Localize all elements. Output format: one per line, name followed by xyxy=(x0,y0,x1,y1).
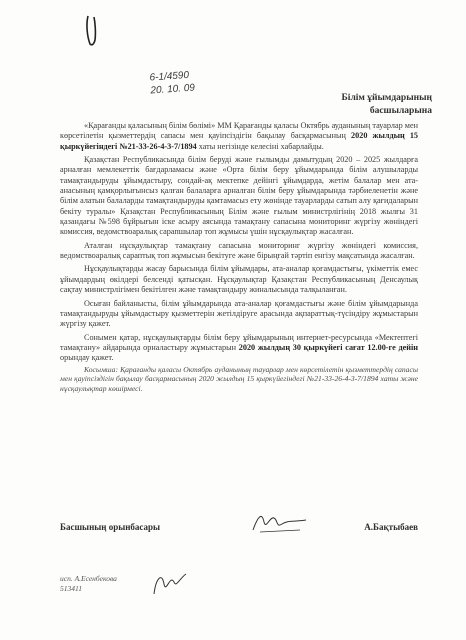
executor-signature xyxy=(150,568,190,598)
paragraph-intro: «Қарағанды қаласының білім бөлімі» ММ Қарағанды қаласы Октябрь ауданының тауарлар мен көрсетілетін қызметтердің сапасы мен қауіпсіздігін бақылау басқармасының 2020 жылдың 15 қыркүйегіндегі №21-33-26-4-3-7/1894 хаты негізінде келесіні хабарлайды. xyxy=(60,121,419,151)
paragraph-action: Осыған байланысты, білім ұйымдарында ата-аналар қоғамдастығы және білім ұйымдарында тамақтандыруды ұйымдастыру қызметтерін жетілдіруге арасында ақпараттық-түсіндіру жұмыстарын жүргізу қажет. xyxy=(60,298,418,329)
handwritten-corner-mark xyxy=(84,14,98,48)
letter-reference: 2020 жылдың 15 қыркүйегіндегі №21-33-26-4-3-7/1894 xyxy=(60,131,419,151)
paragraph-deadline: Сонымен қатар, нұсқаулықтарды білім беру ұйымдарының интернет-ресурсында «Мектептегі тамақтану» айдарында орналастыру жұмыстарын 2020 жылдың 30 қыркүйегі сағат 12.00-ге дейін орындау қажет. xyxy=(60,332,418,363)
addressee-line-2: басшыларына xyxy=(369,106,432,116)
registration-number: 6-1/4590 xyxy=(149,69,190,84)
executor-info xyxy=(60,574,117,594)
executor-phone: 513411 xyxy=(60,584,82,593)
executor-name: исп. А.Есенбекова xyxy=(60,574,117,583)
paragraph-program: Қазақстан Республикасында білім беруді және ғылымды дамытудың 2020 – 2025 жылдарға арналған мемлекеттік бағдарламасы және «Орта білім беру ұйымдарында білім алушыларды тамақтандыруды ұйымдастыру, сондай-ақ мектепке дейінгі ұйымдарда, жетім балалар мен ата-анасының қамқорлығынсыз қалған балаларға арналған білім беру ұйымдарында тәрбиеленетін және білім алатын балаларды тамақтандыруды қамтамасыз ету жөнінде тауарларды сатып алу қағидаларын бекіту туралы» Қазақстан Республикасының Білім және ғылым министрлігінің 2018 жылғы 31 қазандағы №598 бұйрығын іске асыру аясында тамақтану сапасына мониторинг жүргізу жөніндегі комиссия, ведомствоаралық сарапшылар топ жұмысы үшін нұсқаулықтар жасалған. xyxy=(60,155,418,237)
letter-body xyxy=(60,121,418,393)
signature-block xyxy=(60,516,418,546)
addressee xyxy=(342,92,432,118)
addressee-line-1: Білім ұйымдарының xyxy=(341,93,432,103)
signer-role: Басшының орынбасары xyxy=(60,522,161,532)
attachment-note: Косымша: Қарағанды қаласы Октябрь ауданының тауарлар мен көрсетілетін қызметтердің сапасы мен қауіпсіздігін бақылау басқармасының 2020 жылдың 15 қыркүйегіндегі №21-33-26-4-3-7/1894 хаты және нұсқаулықтар көшірмесі. xyxy=(60,364,418,393)
handwritten-signature xyxy=(250,508,310,536)
registration-date: 20. 10. 09 xyxy=(150,82,196,97)
registration-stamp xyxy=(149,68,195,97)
deadline: 2020 жылдың 30 қыркүйегі сағат 12.00-ге дейін xyxy=(238,342,418,352)
paragraph-purpose: Аталған нұсқаулықтар тамақтану сапасына мониторинг жүргізу жөніндегі комиссия, ведомствоаралық сараптық топ жұмысын бекітуге және бірыңғай тәртіп енгізу мақсатында жасалған. xyxy=(60,240,418,261)
signer-name: А.Бақтыбаев xyxy=(364,522,418,532)
paragraph-participants: Нұсқаулықтарды жасау барысында білім ұйымдары, ата-аналар қоғамдастығы, үкіметтік емес ұйымдардың өкілдері белсенді қатысқан. Нұсқаулықтар Қазақстан Республикасының Денсаулық сақтау министрлігімен бекітілген және тамақтандыру жиналысында талқыланған. xyxy=(60,264,418,295)
